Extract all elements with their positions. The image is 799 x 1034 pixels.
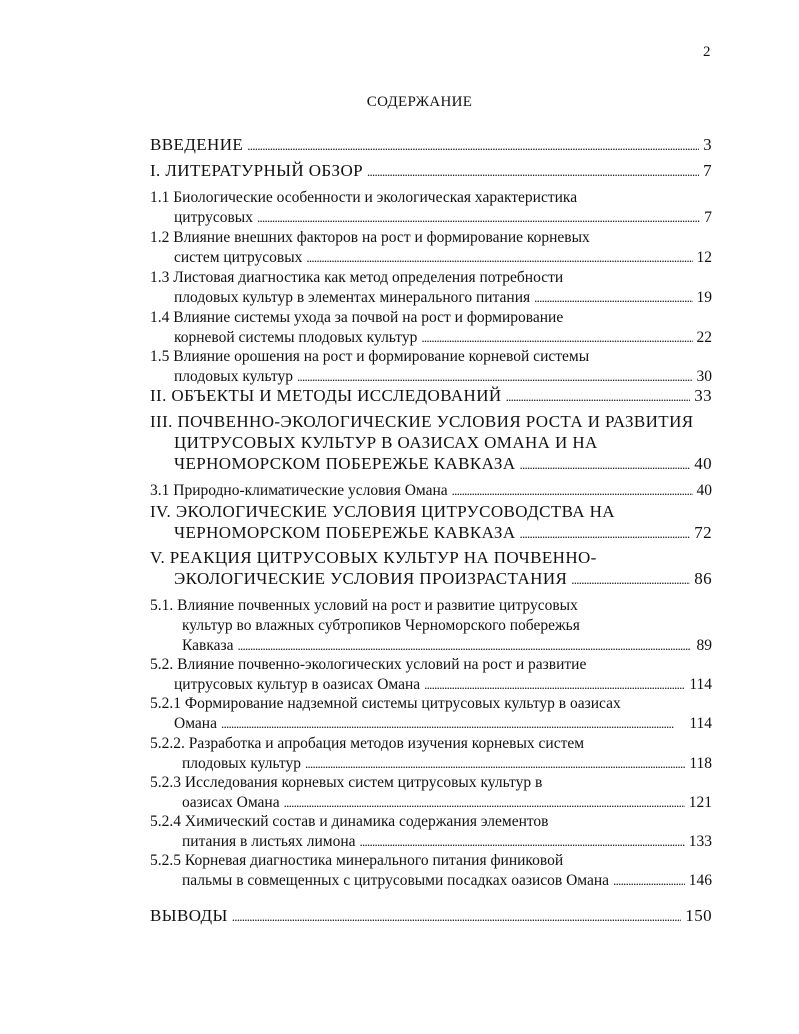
entry-title-line: 5.1. Влияние почвенных условий на рост и развитие цитрусовых	[150, 597, 578, 614]
entry-page: 114	[689, 715, 712, 732]
leader-dots	[284, 793, 685, 813]
entry-page: 40	[696, 482, 712, 499]
entry-title-line: V. РЕАКЦИЯ ЦИТРУСОВЫХ КУЛЬТУР НА ПОЧВЕННО-	[150, 548, 597, 567]
entry-title-line: 5.2.4 Химический состав и динамика содержания элементов	[150, 813, 549, 830]
entry-page: 7	[704, 209, 712, 226]
entry-title: I. ЛИТЕРАТУРНЫЙ ОБЗОР	[150, 161, 363, 180]
leader-dots	[571, 568, 690, 590]
entry-title-line: III. ПОЧВЕННО-ЭКОЛОГИЧЕСКИЕ УСЛОВИЯ РОСТА И РАЗВИТИЯ	[150, 412, 694, 431]
entry-title: ВВЕДЕНИЕ	[150, 135, 244, 154]
entry-page: 40	[694, 454, 712, 473]
leader-dots	[257, 208, 700, 228]
entry-title-line: 5.2.1 Формирование надземной системы цитрусовых культур в оазисах	[150, 695, 621, 712]
leader-dots	[238, 636, 693, 656]
entry-page: 22	[696, 329, 712, 346]
page-number: 2	[703, 44, 711, 60]
leader-dots	[534, 288, 692, 308]
entry-title: корневой системы плодовых культур	[174, 329, 418, 346]
entry-title-line: 5.2.3 Исследования корневых систем цитрусовых культур в	[150, 774, 543, 791]
toc-entry-literature-review	[150, 160, 712, 182]
leader-dots	[232, 905, 682, 927]
entry-title-line: 5.2.5 Корневая диагностика минерального питания финиковой	[150, 852, 564, 869]
toc-entry-objects-methods	[150, 385, 712, 407]
entry-title: плодовых культур	[174, 368, 293, 385]
toc-entry-5-2-2	[150, 734, 712, 774]
toc-entry-introduction	[150, 134, 712, 156]
toc-entry-1-1	[150, 188, 712, 228]
leader-dots	[452, 481, 693, 501]
entry-page: 3	[703, 135, 712, 154]
entry-page: 114	[689, 676, 712, 693]
toc-title: СОДЕРЖАНИЕ	[366, 94, 473, 110]
entry-title: систем цитрусовых	[174, 249, 303, 266]
entry-page: 133	[688, 833, 712, 850]
toc-entry-1-2	[150, 228, 712, 268]
toc-entry-chapter-5	[150, 547, 712, 590]
entry-title-line: 5.2.2. Разработка и апробация методов изучения корневых систем	[150, 735, 585, 752]
leader-dots	[506, 385, 691, 407]
entry-title: Кавказа	[182, 637, 234, 654]
entry-title-line: 1.5 Влияние орошения на рост и формирование корневой системы	[150, 348, 590, 365]
entry-title: ЭКОЛОГИЧЕСКИЕ УСЛОВИЯ ПРОИЗРАСТАНИЯ	[174, 569, 568, 588]
leader-dots	[421, 328, 692, 348]
leader-dots	[520, 453, 691, 475]
entry-title: II. ОБЪЕКТЫ И МЕТОДЫ ИССЛЕДОВАНИЙ	[150, 386, 502, 405]
leader-dots	[221, 714, 685, 734]
entry-title: ВЫВОДЫ	[150, 906, 228, 925]
leader-dots	[520, 522, 691, 544]
entry-title-line: 1.3 Листовая диагностика как метод определения потребности	[150, 269, 564, 286]
entry-title: цитрусовых культур в оазисах Омана	[174, 676, 421, 693]
toc-entry-5-2-4	[150, 812, 712, 852]
leader-dots	[247, 134, 699, 156]
entry-page: 12	[696, 249, 712, 266]
entry-title: цитрусовых	[174, 209, 253, 226]
entry-page: 72	[694, 523, 712, 542]
entry-title-line: 1.2 Влияние внешних факторов на рост и формирование корневых	[150, 229, 590, 246]
entry-page: 19	[696, 289, 712, 306]
entry-title: Омана	[174, 715, 217, 732]
toc-entry-3-1	[150, 481, 712, 501]
entry-page: 150	[685, 906, 712, 925]
entry-page: 33	[694, 386, 712, 405]
toc-entry-chapter-4	[150, 501, 712, 544]
leader-dots	[613, 871, 685, 891]
toc-entry-5-2-5	[150, 851, 712, 891]
entry-page: 86	[694, 569, 712, 588]
toc-entry-5-2	[150, 655, 712, 695]
entry-page: 30	[696, 368, 712, 385]
toc-entry-chapter-3	[150, 411, 712, 475]
leader-dots	[367, 160, 699, 182]
entry-page: 89	[696, 637, 712, 654]
toc-entry-conclusions	[150, 905, 712, 927]
entry-title: ЧЕРНОМОРСКОМ ПОБЕРЕЖЬЕ КАВКАЗА	[174, 523, 516, 542]
entry-title: ЧЕРНОМОРСКОМ ПОБЕРЕЖЬЕ КАВКАЗА	[174, 454, 516, 473]
entry-title-line: 1.1 Биологические особенности и экологическая характеристика	[150, 189, 578, 206]
toc-entry-1-4	[150, 308, 712, 348]
entry-title: оазисах Омана	[182, 794, 280, 811]
entry-title: плодовых культур	[182, 755, 301, 772]
toc-entry-5-1	[150, 596, 712, 656]
toc-entry-1-3	[150, 268, 712, 308]
entry-page: 121	[688, 794, 712, 811]
entry-title: пальмы в совмещенных с цитрусовыми посадках оазисов Омана	[182, 872, 610, 889]
leader-dots	[297, 367, 693, 387]
leader-dots	[305, 754, 685, 774]
entry-title: питания в листьях лимона	[182, 833, 356, 850]
leader-dots	[306, 248, 692, 268]
toc-entry-1-5	[150, 347, 712, 387]
entry-page: 7	[703, 161, 712, 180]
entry-title-line: культур во влажных субтропиков Черноморского побережья	[182, 617, 580, 634]
entry-title-line: ЦИТРУСОВЫХ КУЛЬТУР В ОАЗИСАХ ОМАНА И НА	[174, 433, 598, 452]
entry-title-line: IV. ЭКОЛОГИЧЕСКИЕ УСЛОВИЯ ЦИТРУСОВОДСТВА НА	[150, 502, 615, 521]
entry-page: 118	[689, 755, 712, 772]
entry-title: плодовых культур в элементах минерального питания	[174, 289, 531, 306]
entry-page: 146	[688, 872, 712, 889]
toc-entry-5-2-3	[150, 773, 712, 813]
toc-entry-5-2-1	[150, 694, 712, 734]
leader-dots	[360, 832, 685, 852]
leader-dots	[424, 675, 685, 695]
entry-title-line: 5.2. Влияние почвенно-экологических условий на рост и развитие	[150, 656, 587, 673]
entry-title-line: 1.4 Влияние системы ухода за почвой на рост и формирование	[150, 309, 564, 326]
entry-title: 3.1 Природно-климатические условия Омана	[150, 482, 448, 499]
